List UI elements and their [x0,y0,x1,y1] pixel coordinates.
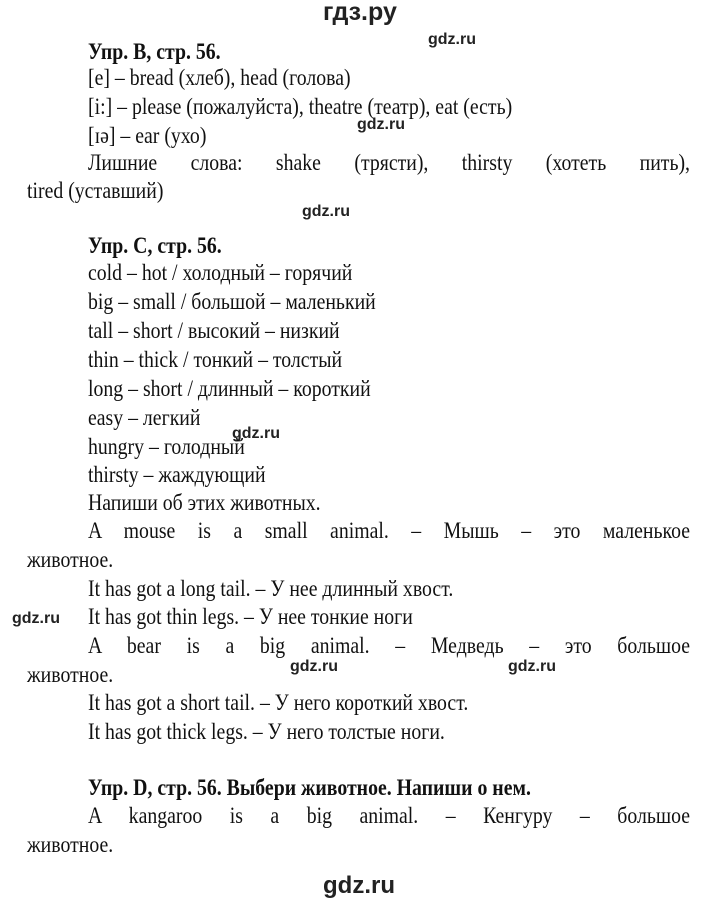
text-line: It has got thin legs. – У нее тонкие ноги [88,604,413,629]
watermark: gdz.ru [232,425,280,442]
text-line: easy – легкий [88,405,201,430]
text-line: Напиши об этих животных. [88,490,321,515]
exercise-b-title: Упр. B, стр. 56. [88,39,221,64]
text-line: A kangaroo is a big animal. – Кенгуру – большое [88,803,690,828]
text-line: thirsty – жаждующий [88,462,266,487]
text-line: A bear is a big animal. – Медведь – это большое [88,633,690,658]
text-line: It has got a short tail. – У него короткий хвост. [88,690,469,715]
text-line: A mouse is a small animal. – Мышь – это маленькое [88,518,690,543]
text-line: [ɪə] – ear (ухо) [88,123,207,148]
watermark-footer: gdz.ru [323,872,395,899]
text-line: животное. [27,547,114,572]
text-line: tired (уставший) [27,178,164,203]
text-line: It has got thick legs. – У него толстые ноги. [88,719,445,744]
watermark: gdz.ru [302,203,350,220]
text-line: cold – hot / холодный – горячий [88,260,353,285]
watermark: gdz.ru [12,610,60,627]
text-line: [e] – bread (хлеб), head (голова) [88,65,351,90]
text-line: tall – short / высокий – низкий [88,318,340,343]
text-line: long – short / длинный – короткий [88,376,371,401]
text-line: животное. [27,662,114,687]
watermark: gdz.ru [290,658,338,675]
text-line: hungry – голодный [88,434,245,459]
text-line: [i:] – please (пожалуйста), theatre (театр), eat (есть) [88,94,513,119]
watermark-header: гдз.ру [323,0,397,26]
text-line: животное. [27,832,114,857]
text-line: It has got a long tail. – У нее длинный хвост. [88,576,454,601]
watermark: gdz.ru [428,31,476,48]
watermark: gdz.ru [508,658,556,675]
text-line: big – small / большой – маленький [88,289,376,314]
exercise-c-title: Упр. C, стр. 56. [88,233,222,258]
watermark: gdz.ru [357,116,405,133]
text-line: thin – thick / тонкий – толстый [88,347,343,372]
text-line: Лишние слова: shake (трясти), thirsty (хотеть пить), [88,150,690,175]
exercise-d-title: Упр. D, стр. 56. Выбери животное. Напиши о нем. [88,775,531,800]
